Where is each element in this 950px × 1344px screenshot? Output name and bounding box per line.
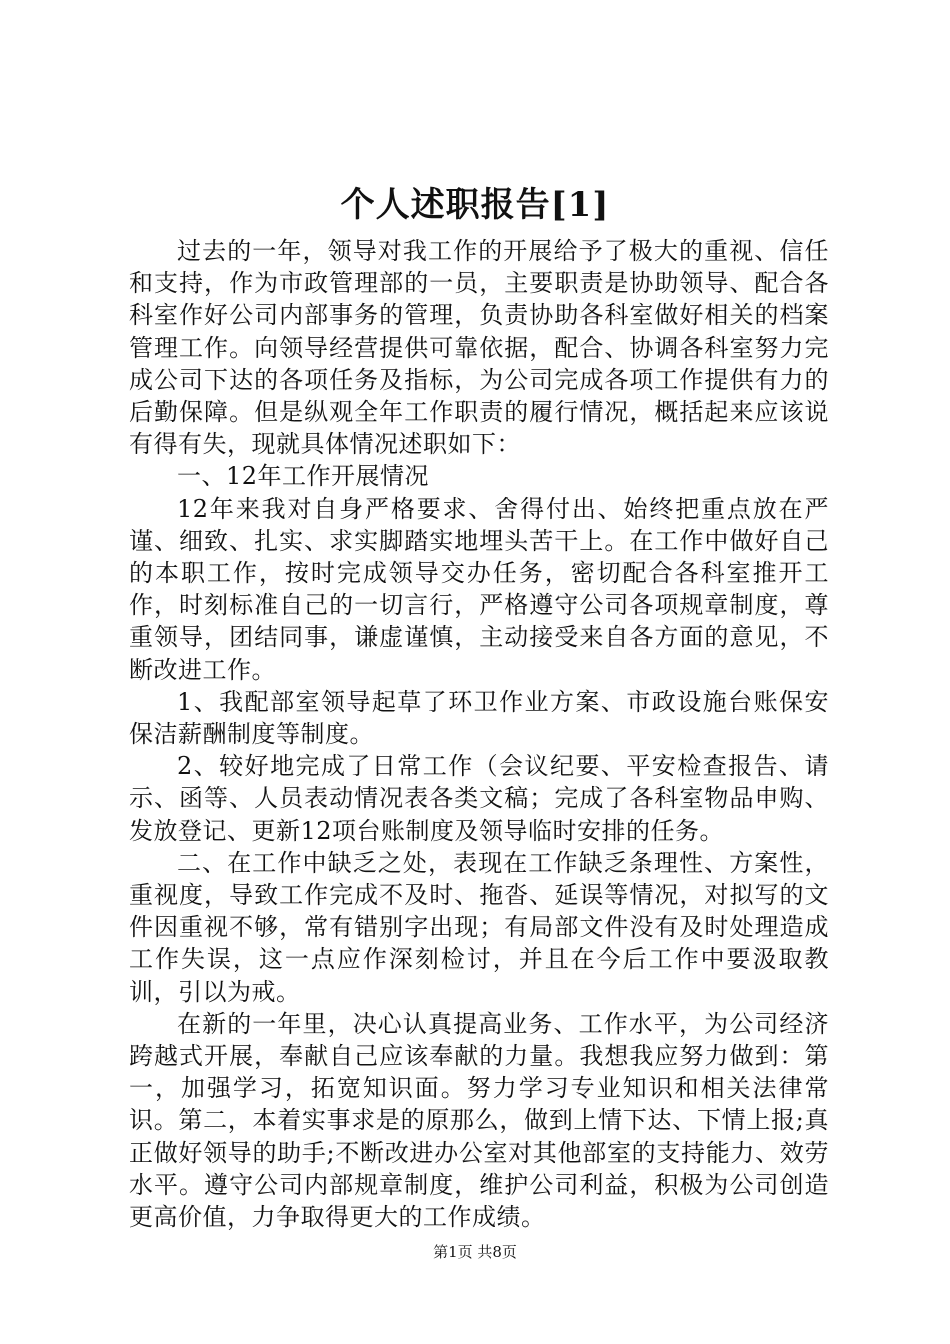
paragraph-work-summary: 12年来我对自身严格要求、舍得付出、始终把重点放在严谨、细致、扎实、求实脚踏实地埋头苦干上。在工作中做好自己的本职工作，按时完成领导交办任务，密切配合各科室推开工作，时刻标准自己的一切言行，严格遵守公司各项规章制度，尊重领导，团结同事，谦虚谨慎，主动接受来自各方面的意见，不断改进工作。 [129,494,829,684]
paragraph-intro: 过去的一年，领导对我工作的开展给予了极大的重视、信任和支持，作为市政管理部的一员，主要职责是协助领导、配合各科室作好公司内部事务的管理，负责协助各科室做好相关的档案管理工作。向领导经营提供可靠依据，配合、协调各科室努力完成公司下达的各项任务及指标，为公司完成各项工作提供有力的后勤保障。但是纵观全年工作职责的履行情况，概括起来应该说有得有失，现就具体情况述职如下： [129,237,829,459]
section-shortcomings: 二、在工作中缺乏之处，表现在工作缺乏条理性、方案性，重视度，导致工作完成不及时、拖沓、延误等情况，对拟写的文件因重视不够，常有错别字出现；有局部文件没有及时处理造成工作失误，这一点应作深刻检讨，并且在今后工作中要汲取教训，引以为戒。 [129,848,829,1006]
document-title: 个人述职报告[1] [340,185,610,225]
section-heading-1: 一、12年工作开展情况 [177,462,430,491]
list-item-2: 2、较好地完成了日常工作（会议纪要、平安检查报告、请示、函等、人员表动情况表各类文稿；完成了各科室物品申购、发放登记、更新12项台账制度及领导临时安排的任务。 [129,752,829,845]
page-footer: 第1页 共8页 [433,1243,517,1261]
document-body [129,235,829,1233]
list-item-1: 1、我配部室领导起草了环卫作业方案、市政设施台账保安保洁薪酬制度等制度。 [129,687,829,749]
paragraph-plans: 在新的一年里，决心认真提高业务、工作水平，为公司经济跨越式开展，奉献自己应该奉献的力量。我想我应努力做到：第一，加强学习，拓宽知识面。努力学习专业知识和相关法律常识。第二，本着实事求是的原那么，做到上情下达、下情上报;真正做好领导的助手;不断改进办公室对其他部室的支持能力、效劳水平。遵守公司内部规章制度，维护公司利益，积极为公司创造更高价值，力争取得更大的工作成绩。 [129,1009,829,1232]
